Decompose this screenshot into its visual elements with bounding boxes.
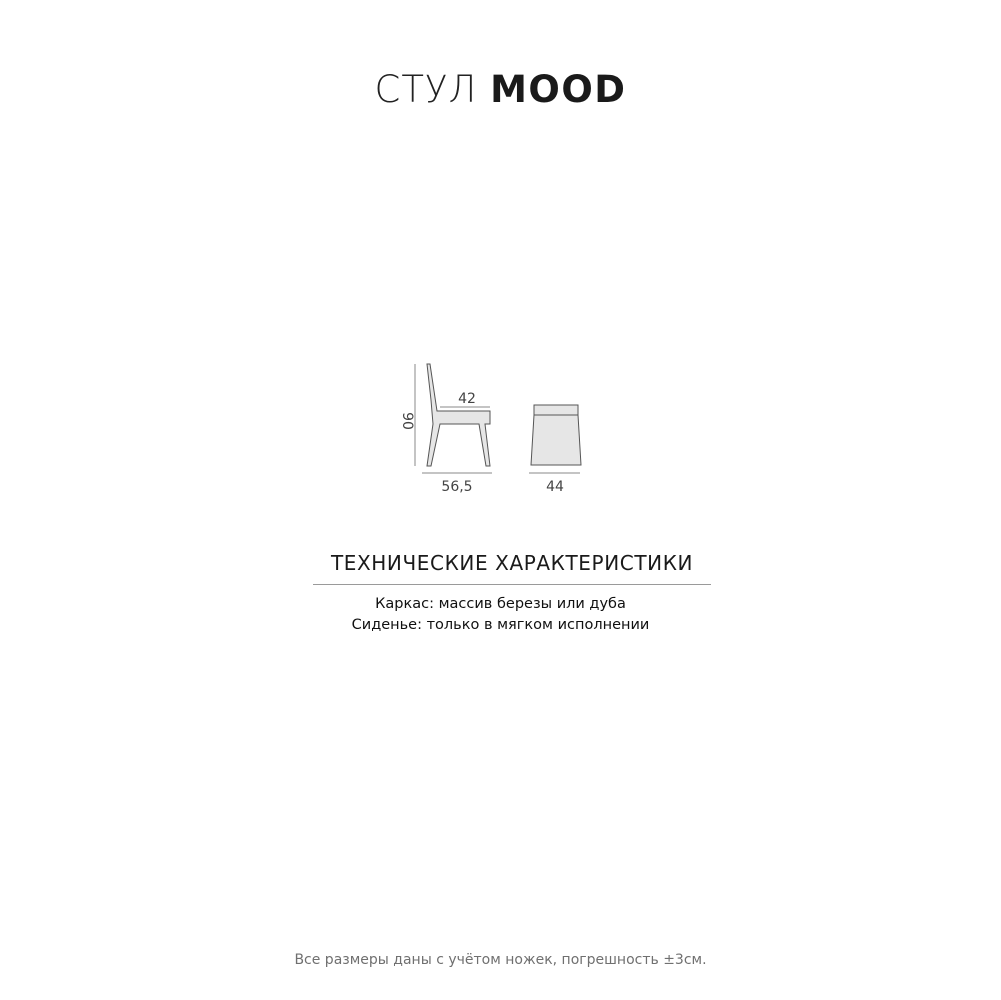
width-dimension-label: 44 <box>546 479 564 495</box>
seat-depth-dimension-label: 42 <box>458 391 476 407</box>
specs-divider <box>313 584 711 585</box>
chair-front-view <box>529 405 581 495</box>
spec-seat: Сиденье: только в мягком исполнении <box>351 617 650 633</box>
height-dimension-label: 90 <box>399 412 415 430</box>
chair-front-base <box>531 415 581 465</box>
title-prefix: СТУЛ <box>374 68 478 111</box>
chair-side-view <box>399 364 492 495</box>
depth-dimension-label: 56,5 <box>441 479 473 495</box>
dimensions-footnote: Все размеры даны с учётом ножек, погрешность ±3см. <box>294 952 707 968</box>
spec-frame: Каркас: массив березы или дуба <box>375 596 626 612</box>
chair-side-silhouette <box>427 364 490 466</box>
chair-front-seat <box>534 405 578 415</box>
specs-heading: ТЕХНИЧЕСКИЕ ХАРАКТЕРИСТИКИ <box>330 551 694 575</box>
title-model-name: MOOD <box>490 68 627 111</box>
